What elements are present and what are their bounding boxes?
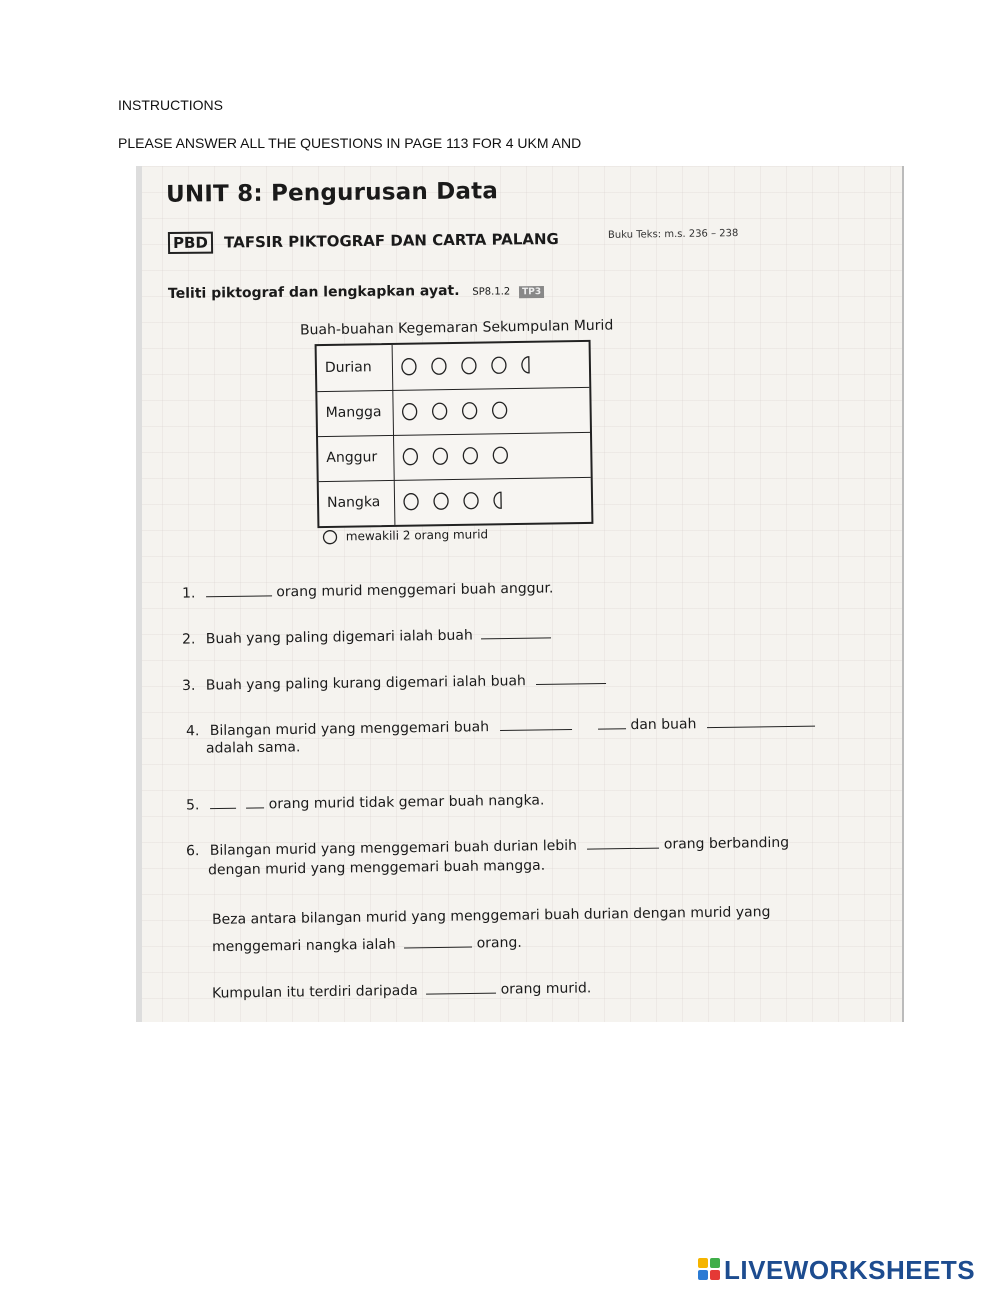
question-7-line-2: [212, 934, 522, 955]
question-number: 6.: [185, 843, 200, 860]
instructions-text: PLEASE ANSWER ALL THE QUESTIONS IN PAGE 113 FOR 4 UKM AND: [118, 135, 582, 151]
logo-text: LIVEWORKSHEETS: [724, 1255, 976, 1285]
full-circle-icon: [404, 494, 418, 510]
tp-badge: TP3: [519, 286, 544, 298]
question-8: [212, 979, 591, 1001]
pictograph-icons: [399, 489, 579, 514]
pictograph-fruit-label: Mangga: [317, 390, 394, 436]
pictograph-icons: [398, 444, 578, 469]
pictograph-table: [315, 340, 594, 528]
answer-blank-5a[interactable]: [210, 796, 236, 809]
answer-blank-7[interactable]: [404, 935, 472, 949]
pictograph-row-durian: [317, 342, 590, 392]
full-circle-icon: [433, 448, 447, 464]
question-text: Buah yang paling kurang digemari ialah buah: [205, 673, 526, 694]
task-instruction: Teliti piktograf dan lengkapkan ayat.: [167, 282, 460, 302]
textbook-reference: Buku Teks: m.s. 236 – 238: [607, 228, 739, 241]
task-instruction-row: [168, 282, 544, 302]
pictograph-legend: [322, 527, 488, 546]
question-text: Bilangan murid yang menggemari buah: [209, 719, 490, 740]
full-circle-icon: [492, 357, 506, 373]
question-3: [182, 671, 607, 694]
section-title: TAFSIR PIKTOGRAF DAN CARTA PALANG: [224, 229, 559, 252]
question-text: orang berbanding: [663, 834, 790, 853]
section-heading: [168, 230, 559, 252]
unit-title: UNIT 8: Pengurusan Data: [165, 178, 499, 208]
pictograph-row-nangka: [319, 477, 592, 526]
full-circle-icon: [463, 448, 477, 464]
full-circle-icon: [432, 358, 446, 374]
answer-blank-4c[interactable]: [707, 714, 815, 729]
full-circle-icon: [463, 403, 477, 419]
question-text: Kumpulan itu terdiri daripada: [211, 982, 418, 1002]
half-circle-icon: [522, 357, 529, 373]
full-circle-icon: [493, 402, 507, 418]
full-circle-icon: [464, 493, 478, 509]
answer-blank-4b[interactable]: [598, 716, 626, 729]
half-circle-icon: [494, 492, 501, 508]
question-2: [182, 625, 551, 647]
full-circle-icon: [403, 449, 417, 465]
answer-blank-8[interactable]: [426, 981, 496, 995]
question-number: 5.: [185, 797, 200, 814]
pictograph-icons: [397, 399, 577, 424]
question-number: 3.: [181, 677, 196, 694]
question-number: 4.: [185, 723, 200, 740]
question-text: dan buah: [630, 716, 697, 734]
question-number: 2.: [181, 631, 196, 648]
answer-blank-3[interactable]: [536, 671, 606, 685]
answer-blank-5b[interactable]: [246, 795, 264, 808]
question-1: [182, 579, 554, 601]
question-text: orang.: [476, 934, 522, 952]
answer-blank-1[interactable]: [206, 583, 272, 597]
full-circle-icon: [402, 359, 416, 375]
logo-mark-icon: [698, 1258, 720, 1280]
pictograph-icons: [397, 354, 577, 379]
pictograph-fruit-label: Durian: [317, 345, 394, 391]
legend-circle-icon: [322, 529, 338, 545]
full-circle-icon: [403, 404, 417, 420]
question-text: orang murid menggemari buah anggur.: [276, 580, 554, 601]
question-7-line-1: Beza antara bilangan murid yang menggemari buah durian dengan murid yang: [211, 904, 771, 928]
full-circle-icon: [434, 493, 448, 509]
answer-blank-2[interactable]: [481, 625, 551, 639]
question-text: orang murid.: [500, 980, 592, 998]
question-6-continued: dengan murid yang menggemari buah mangga.: [207, 857, 546, 879]
question-5: [186, 791, 545, 813]
pbd-label: PBD: [168, 232, 213, 254]
question-text: menggemari nangka ialah: [211, 936, 396, 956]
pictograph-fruit-label: Anggur: [318, 435, 395, 481]
full-circle-icon: [493, 447, 507, 463]
scanned-worksheet: [136, 166, 904, 1022]
pictograph-fruit-label: Nangka: [319, 480, 396, 526]
question-number: 1.: [181, 585, 196, 602]
answer-blank-4a[interactable]: [499, 717, 571, 731]
pictograph-row-mangga: [317, 387, 590, 437]
question-text: Buah yang paling digemari ialah buah: [205, 627, 473, 648]
legend-text: mewakili 2 orang murid: [345, 527, 489, 544]
answer-blank-6[interactable]: [587, 836, 659, 850]
instructions-title: INSTRUCTIONS: [118, 97, 223, 113]
pictograph-row-anggur: [318, 432, 591, 482]
question-4-continued: adalah sama.: [205, 739, 301, 757]
pictograph-title: Buah-buahan Kegemaran Sekumpulan Murid: [299, 317, 614, 339]
question-4: [186, 714, 815, 740]
scan-edge-shade: [136, 166, 142, 1022]
sp-code: SP8.1.2: [472, 286, 511, 298]
full-circle-icon: [433, 403, 447, 419]
full-circle-icon: [462, 358, 476, 374]
question-text: Bilangan murid yang menggemari buah durian lebih: [209, 837, 578, 859]
question-6: [186, 834, 789, 859]
question-text: orang murid tidak gemar buah nangka.: [268, 792, 545, 813]
